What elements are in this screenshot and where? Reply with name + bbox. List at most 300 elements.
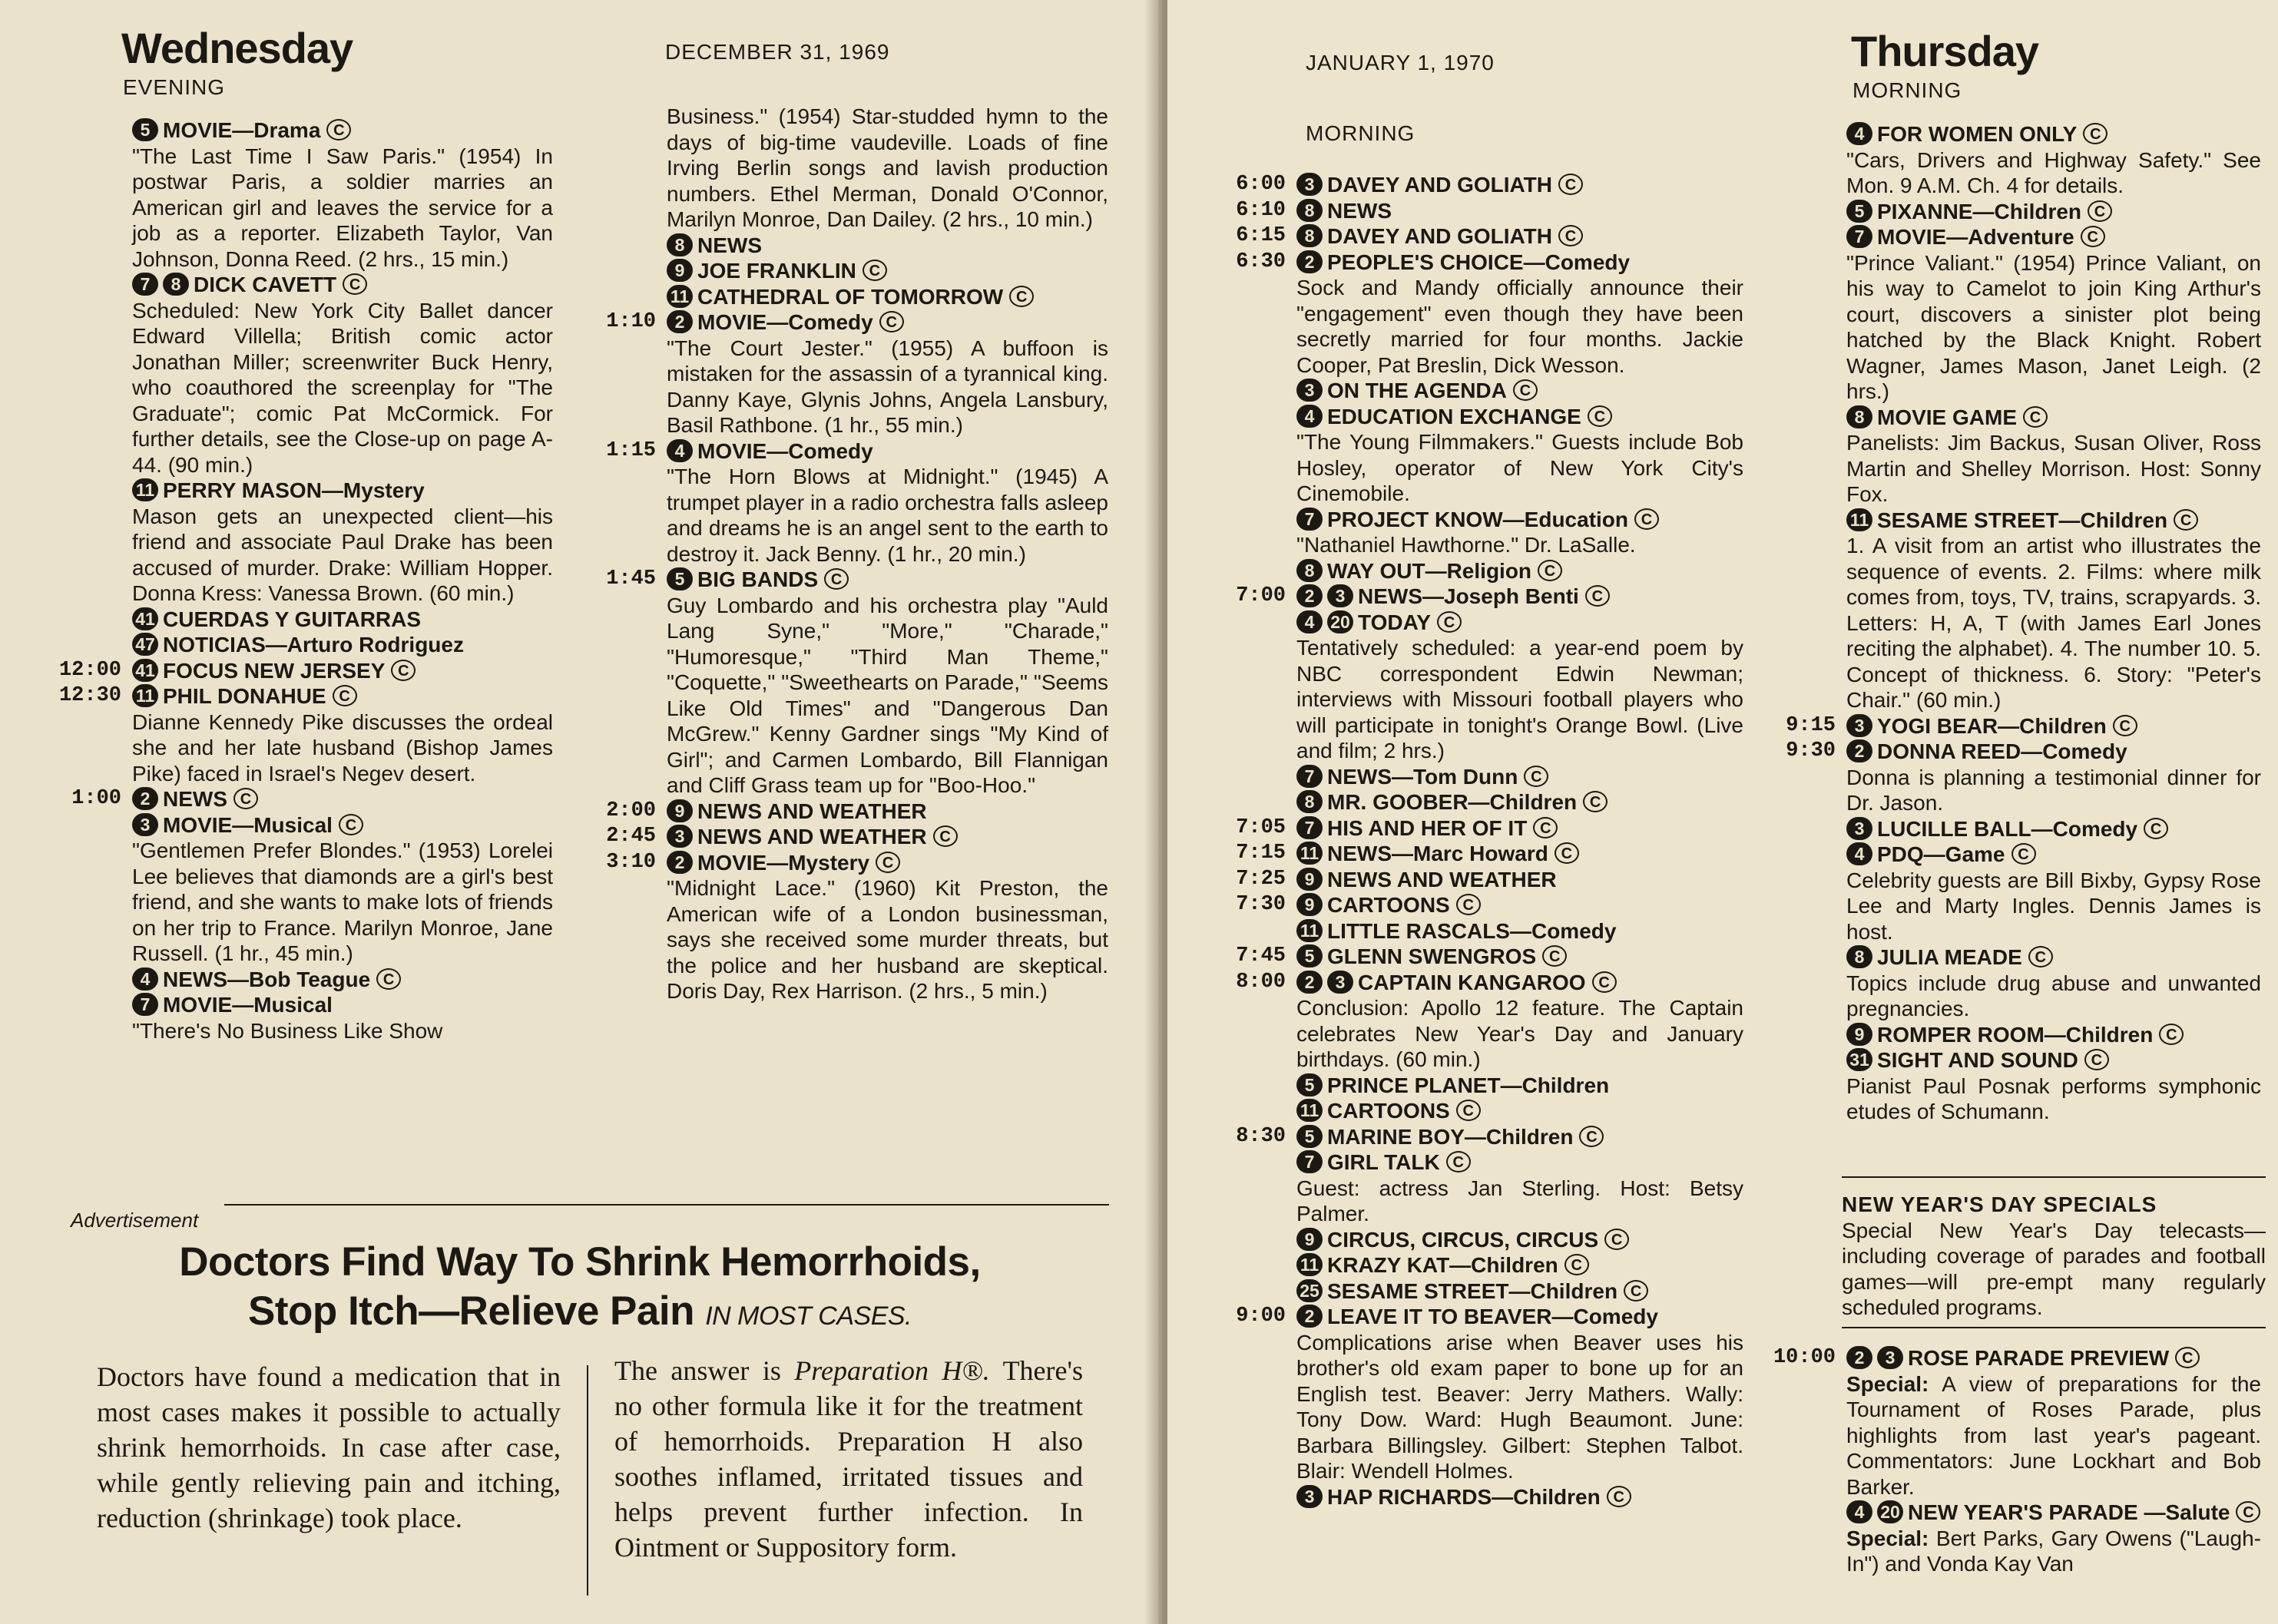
program-title: DONNA REED—Comedy [1877, 739, 2127, 763]
color-broadcast-icon: C [2028, 946, 2053, 967]
specials-title: NEW YEAR'S DAY SPECIALS [1842, 1192, 2157, 1216]
listing-item [1846, 405, 2261, 508]
channel-badge: 9 [1296, 1228, 1323, 1251]
ad-headline-small: IN MOST CASES. [705, 1302, 912, 1331]
program-title: MOVIE—Drama [163, 118, 321, 142]
listing-header [1846, 508, 2261, 534]
channel-badge: 11 [1296, 919, 1323, 942]
channel-badge: 31 [1846, 1048, 1872, 1071]
listing-item [1846, 816, 2261, 842]
listing-column-left-1 [58, 117, 553, 1044]
time-slot: 10:00 [1773, 1346, 1836, 1369]
channel-badge: 4 [132, 967, 158, 991]
listing-item [1296, 404, 1743, 507]
program-description: "Nathaniel Hawthorne." Dr. LaSalle. [1296, 533, 1636, 557]
program-title: NEWS AND WEATHER [697, 799, 927, 823]
channel-badge: 20 [1327, 610, 1353, 633]
channel-badge: 41 [132, 607, 158, 630]
time-slot: 2:00 [606, 799, 656, 822]
program-title: BIG BANDS [697, 567, 819, 591]
color-broadcast-icon: C [2159, 1024, 2184, 1045]
channel-badge: 3 [1327, 584, 1353, 607]
program-title: DICK CAVETT [194, 273, 337, 296]
color-broadcast-icon: C [1446, 1151, 1471, 1173]
program-description: Guy Lombardo and his orchestra play "Auld Lang Syne," "More," "Charade," "Humoresque," "Third Man Theme," "Coquette," "Sweethearts on Parade," "Seems Like Old Times" and "Dangerous Dan McGrew." Kenny Gardner sings "My Kind of Girl"; and Carmen Lombardo, Bill Flannigan and Cliff Grass team up for "Boo-Hoo." [667, 593, 1108, 797]
listing-item [1296, 1149, 1743, 1227]
period-label: MORNING [1853, 78, 1962, 102]
listing-item [1296, 789, 1743, 815]
listing-item [1236, 841, 1743, 867]
listing-item [1296, 1278, 1743, 1305]
listing-header [667, 233, 1108, 259]
listing-item [132, 478, 553, 607]
listing-item [1773, 1345, 2261, 1500]
program-title: FOR WOMEN ONLY [1877, 122, 2078, 146]
program-description: "Midnight Lace." (1960) Kit Preston, the American wife of a London businessman, says she received some murder threats, but the police and her husband are skeptical. Doris Day, Rex Harrison. (2 hrs., 5 min.) [667, 876, 1108, 1003]
program-description: "The Young Filmmakers." Guests include Bob Hosley, operator of New York City's Cinemobile. [1296, 430, 1743, 505]
channel-badge: 7 [1846, 225, 1872, 248]
program-title: MOVIE—Comedy [697, 438, 873, 463]
listing-item [1296, 1073, 1743, 1099]
program-description: Sock and Mandy officially announce their "engagement" even though they have been secretly married for four months. Jackie Cooper, Pat Breslin, Dick Wesson. [1296, 276, 1743, 377]
listing-item [132, 992, 553, 1044]
channel-badge: 5 [667, 567, 693, 590]
channel-badge: 4 [667, 439, 693, 462]
channel-badge: 2 [1296, 250, 1323, 273]
listing-column-right-1 [1236, 172, 1743, 1510]
program-title: JOE FRANKLIN [697, 259, 856, 283]
program-title: HAP RICHARDS—Children [1327, 1484, 1601, 1509]
program-title: NEWS—Joseph Benti [1358, 584, 1579, 608]
color-broadcast-icon: C [876, 852, 900, 873]
program-title: PERRY MASON—Mystery [163, 478, 425, 502]
listing-header [667, 850, 1108, 876]
time-slot: 1:15 [606, 438, 656, 462]
program-title: CIRCUS, CIRCUS, CIRCUS [1327, 1227, 1599, 1252]
program-description: "The Court Jester." (1955) A buffoon is mistaken for the assassin of a tyrannical king. Danny Kaye, Glynis Johns, Angela Lansbury, Basil Rathbone. (1 hr., 55 min.) [667, 336, 1108, 437]
listing-header [132, 992, 553, 1018]
program-description: Dianne Kennedy Pike discusses the ordeal she and her late husband (Bishop James Pike) faced in Israel's Negev desert. [132, 709, 553, 786]
time-slot: 2:45 [606, 825, 656, 848]
program-title: MOVIE—Mystery [697, 850, 870, 875]
color-broadcast-icon: C [2144, 818, 2168, 839]
channel-badge: 25 [1296, 1279, 1323, 1302]
listing-item [1296, 378, 1743, 404]
channel-badge: 4 [1846, 1500, 1872, 1523]
channel-badge: 3 [1846, 817, 1872, 840]
program-title: KRAZY KAT—Children [1327, 1253, 1558, 1277]
listing-item [1296, 1252, 1743, 1278]
program-title: MARINE BOY—Children [1327, 1124, 1574, 1149]
channel-badge: 8 [163, 273, 189, 296]
color-broadcast-icon: C [2081, 226, 2105, 247]
program-title: ROMPER ROOM—Children [1877, 1022, 2154, 1047]
channel-badge: 5 [1296, 944, 1323, 967]
program-description: Mason gets an unexpected client—his friend and associate Paul Drake has been accused of murder. Drake: William Hopper. Donna Kress: Vanessa Brown. (60 min.) [132, 504, 553, 605]
listing-header [132, 607, 553, 633]
program-title: PROJECT KNOW—Education [1327, 507, 1629, 531]
listing-header [1296, 1098, 1743, 1124]
color-broadcast-icon: C [391, 660, 416, 681]
channel-badge: 9 [1296, 893, 1323, 916]
channel-badge: 4 [1846, 842, 1872, 865]
column-period-morning: MORNING [1306, 121, 1415, 145]
listing-item [1236, 1124, 1743, 1150]
channel-badge: 3 [1846, 714, 1872, 737]
program-title: WAY OUT—Religion [1327, 558, 1532, 583]
program-title: SESAME STREET—Children [1877, 508, 2168, 532]
channel-badge: 3 [667, 825, 693, 848]
listing-item [132, 272, 553, 478]
listing-item [1296, 1098, 1743, 1124]
time-slot: 6:10 [1236, 198, 1286, 222]
day-title-thursday: Thursday [1851, 27, 2039, 75]
listing-item [1846, 842, 2261, 944]
listing-item [1236, 815, 1743, 842]
time-slot: 6:30 [1236, 250, 1286, 273]
program-description: Scheduled: New York City Ballet dancer Edward Villella; British comic actor Jonathan Miller; screenwriter Buck Henry, who coauthored the screenplay for "The Graduate"; comic Pat McCormick. For further details, see the Close-up on page A-44. (90 min.) [132, 298, 553, 477]
listing-header [1296, 507, 1743, 533]
listing-item [1236, 867, 1743, 893]
color-broadcast-icon: C [1588, 405, 1612, 427]
program-title: NEWS AND WEATHER [1327, 867, 1557, 891]
color-broadcast-icon: C [1583, 791, 1608, 812]
time-slot: 1:45 [606, 567, 656, 590]
program-title: MOVIE—Musical [163, 993, 333, 1017]
listing-header [1846, 1047, 2261, 1073]
listing-header [667, 799, 1108, 825]
listing-header [1296, 198, 1743, 224]
listing-header [132, 632, 553, 658]
channel-badge: 8 [1846, 945, 1872, 968]
channel-badge: 7 [132, 993, 158, 1016]
color-broadcast-icon: C [2011, 843, 2036, 865]
program-description: "Cars, Drivers and Highway Safety." See Mon. 9 A.M. Ch. 4 for details. [1846, 147, 2261, 197]
time-slot: 9:00 [1236, 1305, 1286, 1328]
channel-badge: 2 [1846, 1346, 1872, 1369]
program-title: CAPTAIN KANGAROO [1358, 970, 1586, 994]
program-description: "Gentlemen Prefer Blondes." (1953) Lorelei Lee believes that diamonds are a girl's best friend, and she wants to make lots of friends on her trip to France. Marilyn Monroe, Jane Russell. (1 hr., 45 min.) [132, 838, 553, 965]
listing-item [1236, 584, 1743, 610]
listing-header [1296, 1149, 1743, 1176]
color-broadcast-icon: C [1538, 560, 1562, 581]
program-title: NEWS—Bob Teague [163, 967, 371, 991]
listing-column-left-2 [606, 104, 1108, 1004]
program-description: Celebrity guests are Bill Bixby, Gypsy Rose Lee and Marty Ingles. Dennis James is host. [1846, 868, 2261, 944]
ad-headline-line1: Doctors Find Way To Shrink Hemorrhoids, [179, 1239, 981, 1285]
time-slot: 1:00 [71, 787, 121, 810]
ad-body-right-prefix: The answer is [614, 1355, 795, 1386]
listing-header [667, 438, 1108, 465]
channel-badge: 3 [1296, 173, 1323, 196]
channel-badge: 3 [1296, 1485, 1323, 1508]
color-broadcast-icon: C [1533, 817, 1558, 838]
listing-item [606, 850, 1108, 1004]
program-title: TODAY [1358, 610, 1431, 634]
channel-badge: 5 [132, 118, 158, 141]
listing-header [667, 284, 1108, 310]
color-broadcast-icon: C [2088, 200, 2112, 222]
listing-header [1296, 815, 1743, 842]
listing-item [606, 799, 1108, 825]
color-broadcast-icon: C [879, 311, 904, 332]
color-broadcast-icon: C [1607, 1486, 1631, 1507]
color-broadcast-icon: C [1555, 842, 1579, 864]
program-title: YOGI BEAR—Children [1877, 713, 2107, 738]
channel-badge: 11 [667, 285, 693, 308]
special-label: Special: [1846, 1526, 1929, 1550]
color-broadcast-icon: C [339, 814, 363, 835]
program-title: NEWS—Tom Dunn [1327, 764, 1518, 789]
channel-badge: 9 [667, 799, 693, 822]
program-title: ON THE AGENDA [1327, 379, 1507, 402]
program-title: CARTOONS [1327, 1099, 1450, 1123]
day-title-wednesday: Wednesday [121, 24, 353, 72]
listing-item [132, 607, 553, 633]
channel-badge: 9 [1846, 1023, 1872, 1046]
channel-badge: 11 [1846, 508, 1872, 531]
listing-item [606, 824, 1108, 850]
program-title: NEWS AND WEATHER [697, 825, 927, 848]
listing-header [1296, 1252, 1743, 1278]
program-description: Tentatively scheduled: a year-end poem by NBC correspondent Edwin Newman; interviews with Missouri football players who will participate in tonight's Orange Bowl. (Live and film; 2 hrs.) [1296, 636, 1743, 762]
program-title: JULIA MEADE [1877, 945, 2022, 969]
listing-header [1846, 199, 2261, 225]
channel-badge: 9 [1296, 868, 1323, 891]
listing-item [1786, 739, 2261, 816]
listing-header [1296, 558, 1743, 584]
channel-badge: 20 [1877, 1500, 1903, 1523]
color-broadcast-icon: C [343, 273, 367, 295]
listing-item [1236, 223, 1743, 250]
listing-column-right-3 [1773, 1345, 2261, 1577]
listing-header [1296, 1278, 1743, 1305]
channel-badge: 3 [132, 813, 158, 836]
listing-item [1846, 508, 2261, 713]
listing-header [1846, 224, 2261, 250]
listing-header [1846, 1500, 2261, 1526]
channel-badge: 7 [1296, 765, 1323, 788]
color-broadcast-icon: C [1585, 585, 1610, 607]
color-broadcast-icon: C [1558, 174, 1583, 195]
listing-item [1296, 610, 1743, 764]
listing-header [667, 258, 1108, 284]
listing-header [132, 786, 553, 812]
listing-header [667, 309, 1108, 336]
ad-body-right [614, 1353, 1083, 1565]
listing-header [667, 824, 1108, 850]
program-title: NEWS [163, 787, 227, 811]
listing-item [1236, 198, 1743, 224]
program-title: EDUCATION EXCHANGE [1327, 404, 1581, 428]
color-broadcast-icon: C [1564, 1254, 1589, 1275]
program-title: NEWS [697, 233, 762, 257]
color-broadcast-icon: C [1009, 286, 1034, 307]
listing-item [1846, 224, 2261, 405]
listing-header [132, 272, 553, 298]
color-broadcast-icon: C [1456, 1100, 1481, 1121]
specials-bottom-rule [1842, 1327, 2266, 1328]
program-title: PEOPLE'S CHOICE—Comedy [1327, 250, 1631, 274]
listing-header [132, 478, 553, 504]
listing-item [1846, 1022, 2261, 1048]
ad-product-name: Preparation H®. [794, 1355, 990, 1386]
program-title: PDQ—Game [1877, 842, 2005, 866]
program-title: MOVIE—Musical [163, 812, 333, 837]
ad-headline-line2 [46, 1287, 1114, 1341]
channel-badge: 11 [1296, 1253, 1323, 1276]
ad-top-rule [224, 1204, 1109, 1206]
program-description: Donna is planning a testimonial dinner for Dr. Jason. [1846, 765, 2261, 815]
program-title: FOCUS NEW JERSEY [163, 658, 386, 683]
program-description: Conclusion: Apollo 12 feature. The Captain celebrates New Year's Day and January birthdays. (60 min.) [1296, 996, 1743, 1071]
program-title: DAVEY AND GOLIATH [1327, 173, 1552, 197]
program-description: Special: Bert Parks, Gary Owens ("Laugh-In") and Vonda Kay Van [1846, 1526, 2261, 1576]
color-broadcast-icon: C [863, 260, 887, 281]
program-description: Guest: actress Jan Sterling. Host: Betsy Palmer. [1296, 1176, 1743, 1225]
time-slot: 9:30 [1786, 739, 1836, 762]
color-broadcast-icon: C [326, 119, 351, 141]
channel-badge: 11 [1296, 842, 1323, 865]
color-broadcast-icon: C [1456, 894, 1481, 915]
program-description: Business." (1954) Star-studded hymn to the days of big-time vaudeville. Loads of fine Irving Berlin songs and lavish production numbers. Ethel Merman, Donald O'Connor, Marilyn Monroe, Dan Dailey. (2 hrs., 10 min.) [667, 104, 1108, 231]
color-broadcast-icon: C [933, 825, 958, 847]
program-title: PHIL DONAHUE [163, 684, 326, 708]
advertisement-label: Advertisement [71, 1209, 199, 1232]
program-description: Panelists: Jim Backus, Susan Oliver, Ross Martin and Shelley Morrison. Host: Sonny Fox. [1846, 431, 2261, 506]
listing-header [1846, 1345, 2261, 1371]
channel-badge: 5 [1296, 1073, 1323, 1096]
new-years-specials-box [1842, 1192, 2266, 1321]
color-broadcast-icon: C [1524, 766, 1548, 787]
listing-item [1236, 892, 1743, 918]
program-title: GLENN SWENGROS [1327, 944, 1537, 968]
listing-item [667, 284, 1108, 310]
color-broadcast-icon: C [2113, 715, 2137, 736]
time-slot: 6:15 [1236, 224, 1286, 247]
right-page [1167, 0, 2278, 1624]
time-slot: 8:30 [1236, 1124, 1286, 1148]
color-broadcast-icon: C [824, 568, 849, 590]
listing-item [1296, 764, 1743, 790]
listing-item [132, 967, 553, 993]
listing-item [71, 786, 553, 812]
listing-header [1296, 970, 1743, 996]
listing-item [58, 658, 553, 684]
program-title: PIXANNE—Children [1877, 199, 2082, 223]
listing-header [1296, 789, 1743, 815]
specials-text: Special New Year's Day telecasts—including coverage of parades and football games—will pre-empt many regularly scheduled programs. [1842, 1218, 2266, 1319]
program-title: NEW YEAR'S PARADE —Salute [1908, 1500, 2230, 1524]
ad-headline-main: Stop Itch—Relieve Pain [247, 1288, 694, 1334]
program-description: "There's No Business Like Show [132, 1018, 443, 1043]
listing-item [1296, 918, 1743, 944]
channel-badge: 7 [1296, 816, 1323, 839]
color-broadcast-icon: C [233, 788, 258, 809]
program-description: "The Last Time I Saw Paris." (1954) In postwar Paris, a soldier marries an American girl and leaves the service for a job as a reporter. Elizabeth Taylor, Van Johnson, Donna Reed. (2 hrs., 15 min.) [132, 144, 553, 271]
channel-badge: 11 [132, 478, 158, 501]
listing-item [1846, 199, 2261, 225]
channel-badge: 2 [132, 787, 158, 810]
listing-item [606, 309, 1108, 438]
program-title: SESAME STREET—Children [1327, 1278, 1618, 1303]
channel-badge: 4 [1296, 405, 1323, 428]
channel-badge: 2 [667, 851, 693, 874]
listing-item [1296, 558, 1743, 584]
channel-badge: 3 [1327, 971, 1353, 994]
program-description: Complications arise when Beaver uses his brother's old exam paper to bone up for an English test. Beaver: Jerry Mathers. Wally: Tony Dow. Ward: Hugh Beaumont. June: Barbara Billingsley. Gilbert: Stephen Talbot. Blair: Wendell Holmes. [1296, 1330, 1743, 1483]
listing-column-right-2 [1786, 121, 2261, 1125]
listing-header [1296, 918, 1743, 944]
listing-header [1846, 816, 2261, 842]
color-broadcast-icon: C [1437, 611, 1462, 633]
program-title: CARTOONS [1327, 893, 1450, 917]
color-broadcast-icon: C [1634, 508, 1659, 530]
time-slot: 7:25 [1236, 867, 1286, 891]
listing-item [606, 438, 1108, 567]
color-broadcast-icon: C [1579, 1126, 1604, 1147]
program-description: Special: A view of preparations for the Tournament of Roses Parade, plus highlights from last year's pageant. Commentators: June Lockhart and Bob Barker. [1846, 1371, 2261, 1499]
program-title: ROSE PARADE PREVIEW [1908, 1346, 2170, 1370]
time-slot: 7:15 [1236, 842, 1286, 865]
time-slot: 7:05 [1236, 815, 1286, 839]
time-slot: 7:45 [1236, 944, 1286, 967]
channel-badge: 2 [1846, 739, 1872, 762]
channel-badge: 41 [132, 659, 158, 682]
listing-header [132, 658, 553, 684]
program-description: 1. A visit from an artist who illustrates the sequence of events. 2. Films: where milk comes from, toys, TV, trains, scrapyards. 3. Letters: H, A, T (with James Earl Jones reciting the alphabet). 4. The number 10. 5. Concept of thickness. 6. Story: "Peter's Chair." (60 min.) [1846, 534, 2261, 712]
time-slot: 7:30 [1236, 893, 1286, 916]
listing-item [667, 258, 1108, 284]
listing-item [1846, 121, 2261, 199]
program-description: Topics include drug abuse and unwanted pregnancies. [1846, 971, 2261, 1020]
color-broadcast-icon: C [1624, 1280, 1648, 1302]
listing-header [1296, 1227, 1743, 1253]
listing-header [132, 812, 553, 838]
program-title: MOVIE—Comedy [697, 310, 873, 334]
channel-badge: 5 [1846, 200, 1872, 223]
program-title: NOTICIAS—Arturo Rodriguez [163, 633, 464, 657]
listing-header [1846, 405, 2261, 431]
color-broadcast-icon: C [376, 968, 401, 990]
program-title: MR. GOOBER—Children [1327, 790, 1578, 814]
channel-badge: 2 [1296, 1305, 1323, 1328]
listing-item [667, 233, 1108, 259]
listing-header [1846, 121, 2261, 147]
program-title: PRINCE PLANET—Children [1327, 1073, 1610, 1097]
listing-item [1296, 1227, 1743, 1253]
color-broadcast-icon: C [1604, 1229, 1629, 1250]
ad-body-right-rest: There's no other formula like it for the treatment of hemorrhoids. Preparation H also soothes inflamed, irritated tissues and helps prevent further infection. In Ointment or Suppository form. [614, 1355, 1083, 1563]
listing-item [1236, 944, 1743, 970]
program-title: HIS AND HER OF IT [1327, 815, 1528, 840]
ad-headline [46, 1238, 1114, 1341]
time-slot: 12:30 [58, 684, 121, 707]
program-title: GIRL TALK [1327, 1150, 1440, 1174]
channel-badge: 7 [1296, 1150, 1323, 1173]
listing-item [667, 104, 1108, 233]
listing-item [132, 632, 553, 658]
color-broadcast-icon: C [333, 685, 357, 706]
program-description: "Prince Valiant." (1954) Prince Valiant, on his way to Camelot to join King Arthur's court, discovers a sinister plot being hatched by the Black Knight. Robert Wagner, James Mason, Janet Leigh. (2 hrs.) [1846, 250, 2261, 403]
time-slot: 6:00 [1236, 173, 1286, 196]
channel-badge: 2 [667, 310, 693, 333]
listing-header [1296, 1304, 1743, 1330]
listing-item [606, 567, 1108, 799]
listing-header [1296, 378, 1743, 404]
listing-item [1846, 1047, 2261, 1125]
listing-header [1296, 944, 1743, 970]
